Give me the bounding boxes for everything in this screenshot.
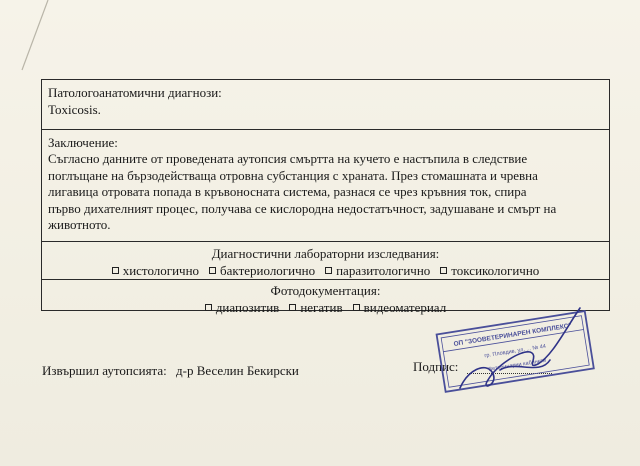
stamp-line-3: Ветеринарни кабинети xyxy=(488,357,547,373)
conclusion-section xyxy=(42,130,609,242)
lab-option-label: хистологично xyxy=(122,263,200,278)
conclusion-label: Заключение: xyxy=(48,135,118,150)
performed-by-line xyxy=(42,362,305,379)
conclusion-line: Съгласно данните от проведената аутопсия смъртта на кучето е настъпила в следствие xyxy=(48,151,528,166)
lab-tests-label: Диагностични лабораторни изследвания: xyxy=(211,246,440,261)
signature-label: Подпис: xyxy=(413,359,459,374)
pathology-section xyxy=(42,80,609,130)
photo-documentation-label: Фотодокументация: xyxy=(270,283,381,298)
checkbox-icon[interactable] xyxy=(325,267,332,274)
conclusion-line: лигавица отровата попада в кръвоносната система, разнася се чрез кръвния ток, спира xyxy=(48,184,527,199)
checkbox-icon[interactable] xyxy=(440,267,447,274)
pathology-label: Патологоанатомични диагнози: xyxy=(48,85,222,100)
checkbox-icon[interactable] xyxy=(112,267,119,274)
official-stamp xyxy=(430,300,605,400)
checkbox-icon[interactable] xyxy=(353,304,360,311)
conclusion-line: животното. xyxy=(48,217,111,232)
lab-option-histology[interactable] xyxy=(112,262,199,279)
lab-option-label: бактериологично xyxy=(220,263,316,278)
conclusion-line: поглъщане на бързодействаща отровна субстанция с храната. През стомашната и чревна xyxy=(48,167,538,183)
conclusion-line: първо дихателният процес, получава се кислородна недостатъчност, задушаване и смърт на xyxy=(48,200,557,216)
lab-option-bacteriology[interactable] xyxy=(209,262,315,279)
lab-tests-section xyxy=(42,242,609,280)
lab-option-parasitology[interactable] xyxy=(325,262,430,279)
photo-option-label: видеоматериал xyxy=(363,300,447,315)
checkbox-icon[interactable] xyxy=(205,304,212,311)
performed-by-label: Извършил аутопсията: xyxy=(42,363,167,378)
lab-tests-options xyxy=(48,262,603,279)
stamp-line-1: ОП "ЗООВЕТЕРИНАРЕН КОМПЛЕКС" xyxy=(453,322,573,348)
photo-option-slide[interactable] xyxy=(205,299,280,316)
pathology-value: Toxicosis. xyxy=(48,102,101,117)
photo-option-label: диапозитив xyxy=(215,300,280,315)
performed-by-name: д-р Веселин Бекирски xyxy=(176,363,299,378)
autopsy-report-table xyxy=(41,79,610,315)
photo-option-label: негатив xyxy=(300,300,343,315)
photo-option-negative[interactable] xyxy=(289,299,342,316)
lab-option-label: паразитологично xyxy=(336,263,431,278)
checkbox-icon[interactable] xyxy=(289,304,296,311)
lab-option-label: токсикологично xyxy=(451,263,540,278)
lab-option-toxicology[interactable] xyxy=(440,262,539,279)
checkbox-icon[interactable] xyxy=(209,267,216,274)
stamp-line-2: гр. Пловдив, ул. ... № 44 xyxy=(484,343,547,360)
